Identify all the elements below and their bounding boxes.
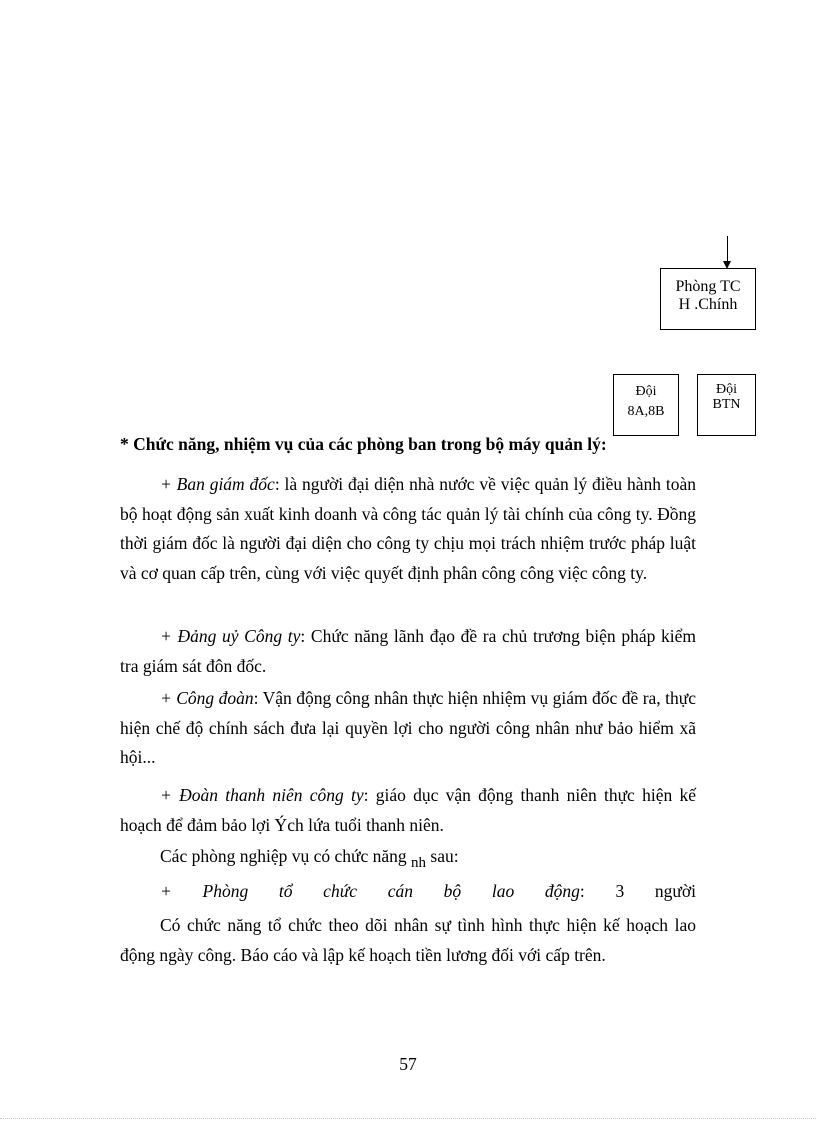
paragraph-label: + Phòng tổ chức cán bộ lao động (160, 881, 580, 901)
page-number: 57 (399, 1054, 417, 1074)
paragraph-doan-thanh-nien (120, 781, 696, 840)
paragraph-label: + Đảng uỷ Công ty (160, 626, 301, 646)
paragraph-text: Các phòng nghiệp vụ có chức năng (160, 846, 412, 866)
org-box-label: H .Chính (678, 296, 738, 313)
paragraph-text: : 3 người (579, 881, 696, 901)
section-heading: * Chức năng, nhiệm vụ của các phòng ban trong bộ máy quản lý: (120, 434, 607, 454)
paragraph-label: + Ban giám đốc (160, 474, 275, 494)
org-box-doi-8a8b (613, 374, 679, 436)
paragraph-text: : là người đại diện nhà nước về việc quản lý điều hành toàn bộ hoạt động sản xuất kinh doanh và công tác quản lý tài chính của công ty. Đồng thời giám đốc là người đại diện cho công ty chịu mọi trách nhiệm trước pháp luật và cơ quan cấp trên, cùng với việc quyết định phân công công việc công ty. (120, 474, 696, 583)
page-divider (0, 1118, 816, 1119)
paragraph-phong-to-chuc (120, 877, 696, 907)
org-box-label: Đội (635, 384, 657, 399)
paragraph-text: sau: (426, 846, 459, 866)
paragraph-subscript: nh (411, 855, 427, 871)
paragraph-label: + Đoàn thanh niên công ty (160, 785, 364, 805)
paragraph-phong-nghiep-vu (120, 842, 696, 874)
org-box-label: 8A,8B (627, 404, 665, 419)
paragraph-label: + Công đoàn (160, 688, 254, 708)
paragraph-text: : giáo dục vận động thanh niên thực hiện kế hoạch để đảm bảo lợi Ých lứa tuổi thanh niên. (120, 785, 696, 835)
org-box-label: BTN (712, 397, 741, 412)
paragraph-co-chuc-nang: Có chức năng tổ chức theo dõi nhân sự tình hình thực hiện kế hoạch lao động ngày công. Báo cáo và lập kế hoạch tiền lương đối với cấp trên. (120, 915, 696, 965)
paragraph-ban-giam-doc (120, 470, 696, 588)
paragraph-text: : Vận động công nhân thực hiện nhiệm vụ giám đốc đề ra, thực hiện chế độ chính sách đưa lại quyền lợi cho người công nhân như bảo hiểm xã hội... (120, 688, 696, 767)
org-box-phong-tc (660, 268, 756, 330)
org-box-label: Đội (716, 382, 737, 397)
org-box-label: Phòng TC (675, 278, 741, 295)
paragraph-cong-doan (120, 684, 696, 773)
paragraph-dang-uy (120, 622, 696, 681)
paragraph-text: : Chức năng lãnh đạo đề ra chủ trương biện pháp kiểm tra giám sát đôn đốc. (120, 626, 696, 676)
org-box-doi-btn (697, 374, 756, 436)
